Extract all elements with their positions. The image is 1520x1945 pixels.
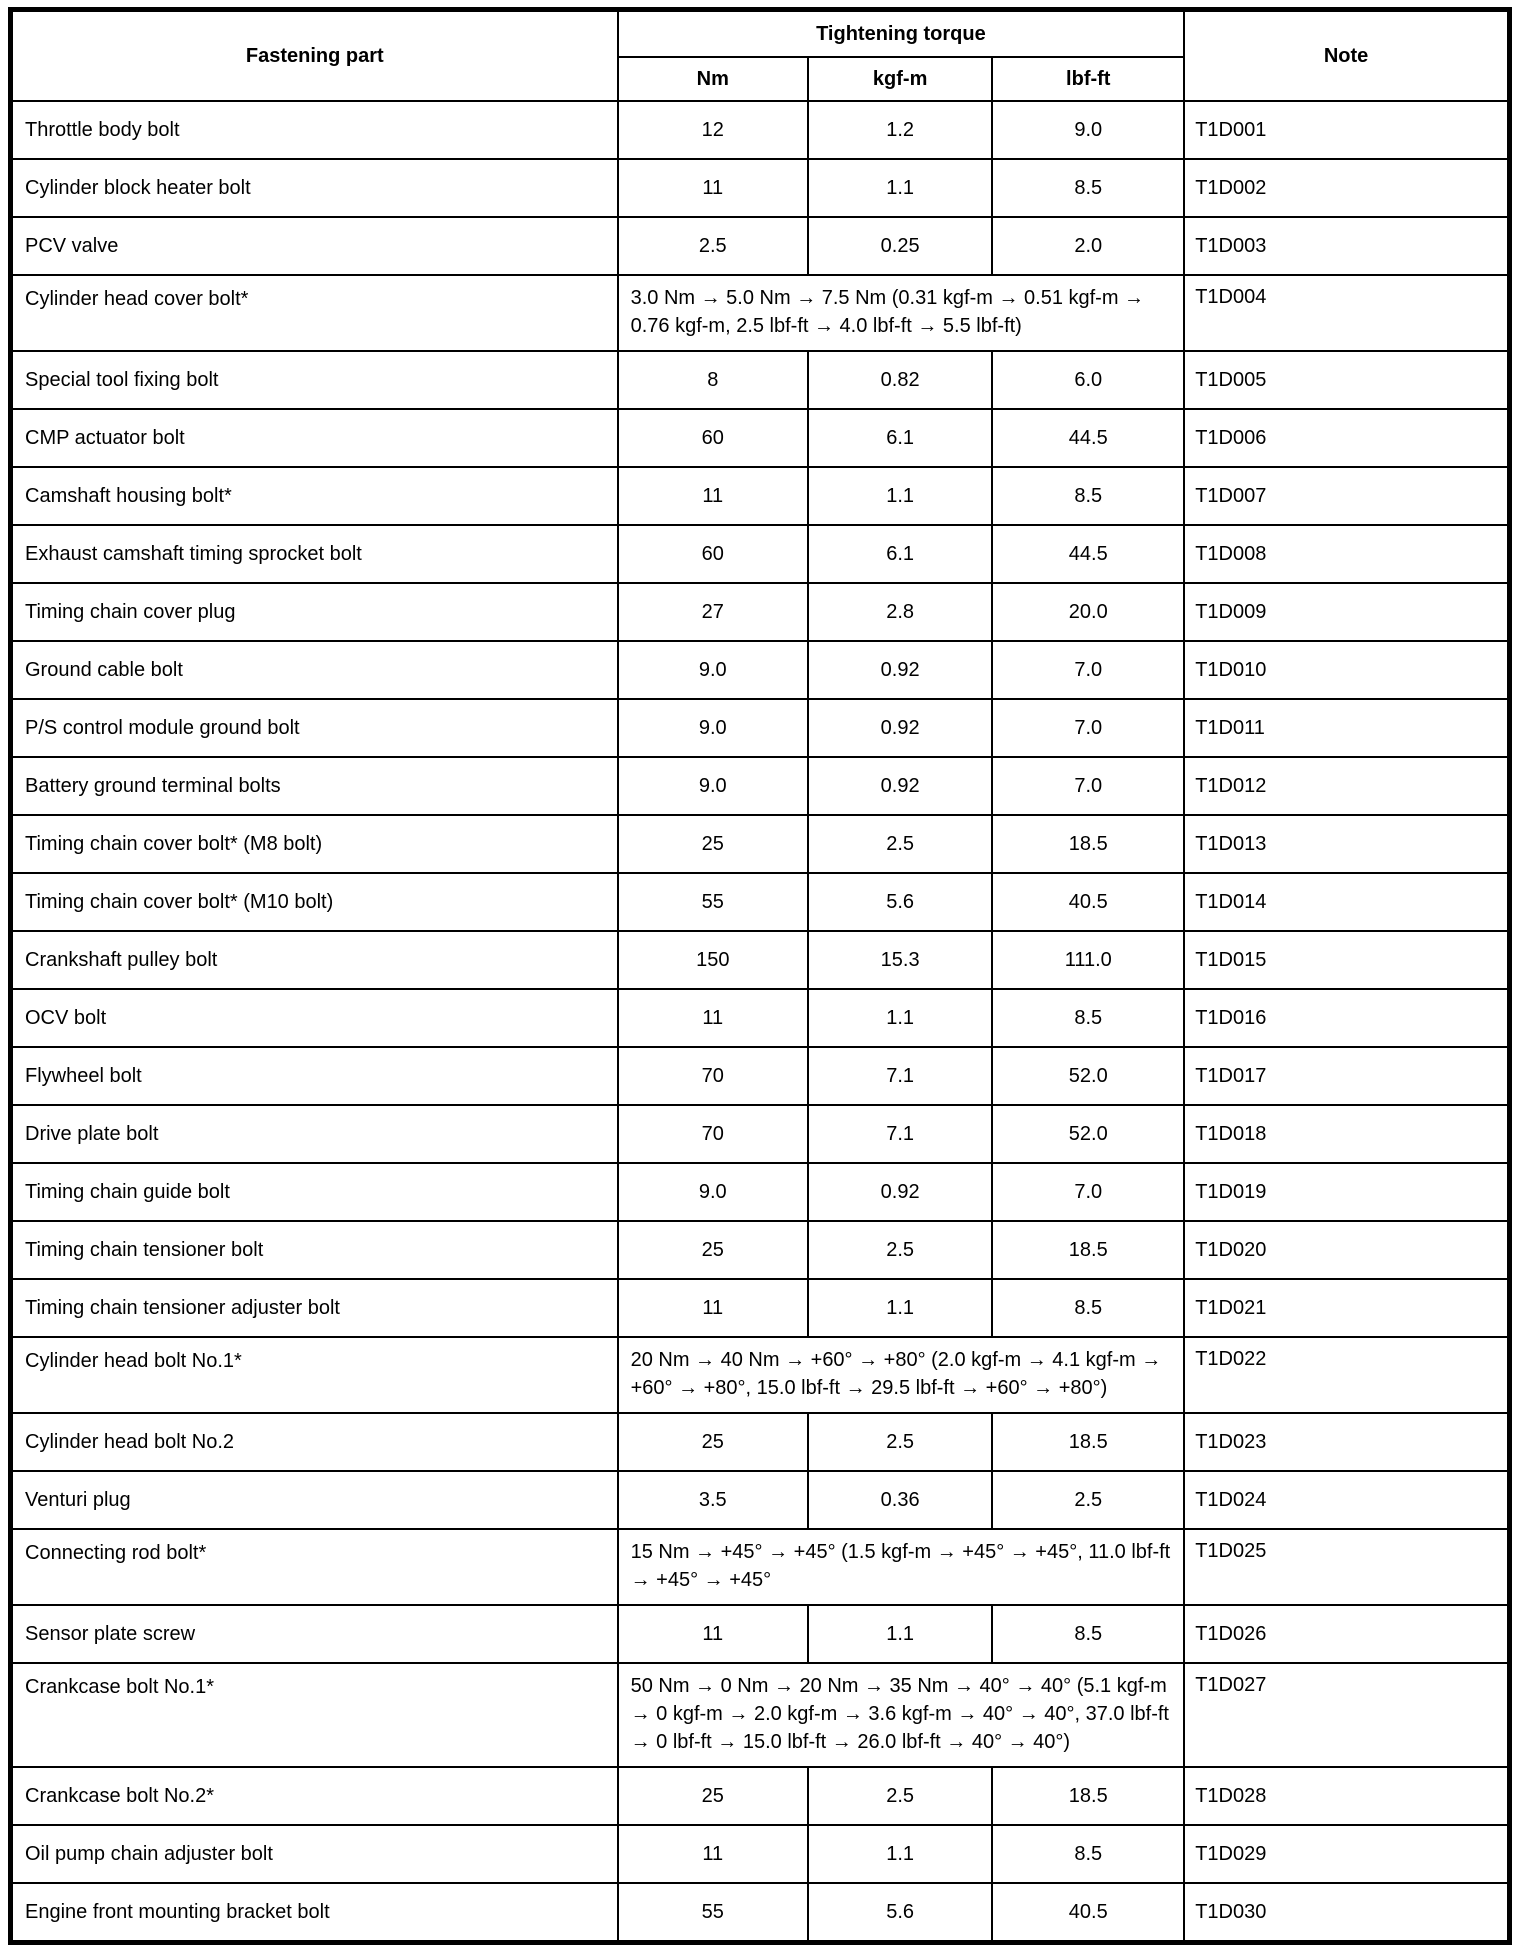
note-cell: T1D030 (1184, 1883, 1509, 1943)
part-cell: CMP actuator bolt (11, 409, 618, 467)
kgfm-value-cell: 5.6 (808, 873, 992, 931)
nm-value-cell: 60 (618, 409, 808, 467)
note-cell: T1D012 (1184, 757, 1509, 815)
note-cell: T1D002 (1184, 159, 1509, 217)
part-cell: Venturi plug (11, 1471, 618, 1529)
kgfm-value-cell: 0.92 (808, 1163, 992, 1221)
note-cell: T1D019 (1184, 1163, 1509, 1221)
note-cell: T1D014 (1184, 873, 1509, 931)
table-row (11, 1471, 1510, 1529)
lbfft-value-cell: 44.5 (992, 409, 1184, 467)
note-cell: T1D018 (1184, 1105, 1509, 1163)
lbfft-value-cell: 8.5 (992, 989, 1184, 1047)
nm-value-cell: 2.5 (618, 217, 808, 275)
part-cell: Cylinder block heater bolt (11, 159, 618, 217)
nm-value-cell: 9.0 (618, 757, 808, 815)
note-cell: T1D015 (1184, 931, 1509, 989)
table-row (11, 931, 1510, 989)
table-row (11, 467, 1510, 525)
lbfft-value-cell: 2.5 (992, 1471, 1184, 1529)
part-cell: Crankcase bolt No.2* (11, 1767, 618, 1825)
lbfft-value-cell: 7.0 (992, 699, 1184, 757)
part-cell: Sensor plate screw (11, 1605, 618, 1663)
lbfft-unit-header: lbf-ft (992, 57, 1184, 101)
nm-value-cell: 9.0 (618, 699, 808, 757)
part-cell: OCV bolt (11, 989, 618, 1047)
note-cell: T1D004 (1184, 275, 1509, 351)
lbfft-value-cell: 7.0 (992, 1163, 1184, 1221)
table-row (11, 873, 1510, 931)
note-cell: T1D024 (1184, 1471, 1509, 1529)
part-cell: Crankcase bolt No.1* (11, 1663, 618, 1767)
lbfft-value-cell: 18.5 (992, 1413, 1184, 1471)
table-row (11, 1047, 1510, 1105)
part-cell: Timing chain cover bolt* (M10 bolt) (11, 873, 618, 931)
nm-value-cell: 11 (618, 467, 808, 525)
table-row (11, 101, 1510, 159)
lbfft-value-cell: 6.0 (992, 351, 1184, 409)
kgfm-value-cell: 5.6 (808, 1883, 992, 1943)
kgfm-value-cell: 2.8 (808, 583, 992, 641)
nm-value-cell: 55 (618, 873, 808, 931)
kgfm-value-cell: 0.82 (808, 351, 992, 409)
lbfft-value-cell: 18.5 (992, 1221, 1184, 1279)
kgfm-value-cell: 2.5 (808, 1413, 992, 1471)
lbfft-value-cell: 40.5 (992, 1883, 1184, 1943)
table-row (11, 1767, 1510, 1825)
part-cell: Timing chain tensioner adjuster bolt (11, 1279, 618, 1337)
torque-sequence-cell: 15 Nm → +45° → +45° (1.5 kgf-m → +45° → +45°, 11.0 lbf-ft → +45° → +45° (618, 1529, 1185, 1605)
nm-value-cell: 11 (618, 1825, 808, 1883)
part-cell: Throttle body bolt (11, 101, 618, 159)
part-cell: Engine front mounting bracket bolt (11, 1883, 618, 1943)
kgfm-value-cell: 6.1 (808, 409, 992, 467)
note-cell: T1D029 (1184, 1825, 1509, 1883)
nm-value-cell: 27 (618, 583, 808, 641)
table-row (11, 641, 1510, 699)
nm-value-cell: 55 (618, 1883, 808, 1943)
table-row (11, 815, 1510, 873)
kgfm-value-cell: 0.36 (808, 1471, 992, 1529)
kgfm-value-cell: 2.5 (808, 1767, 992, 1825)
note-cell: T1D016 (1184, 989, 1509, 1047)
fastening-part-header: Fastening part (11, 10, 618, 102)
part-cell: Timing chain tensioner bolt (11, 1221, 618, 1279)
note-cell: T1D022 (1184, 1337, 1509, 1413)
table-row (11, 1221, 1510, 1279)
lbfft-value-cell: 8.5 (992, 1279, 1184, 1337)
part-cell: Cylinder head bolt No.2 (11, 1413, 618, 1471)
lbfft-value-cell: 52.0 (992, 1047, 1184, 1105)
kgfm-value-cell: 7.1 (808, 1047, 992, 1105)
part-cell: Ground cable bolt (11, 641, 618, 699)
nm-value-cell: 11 (618, 1279, 808, 1337)
kgfm-value-cell: 1.1 (808, 1605, 992, 1663)
tightening-torque-header: Tightening torque (618, 10, 1185, 58)
table-header (11, 10, 1510, 102)
part-cell: Special tool fixing bolt (11, 351, 618, 409)
nm-value-cell: 9.0 (618, 641, 808, 699)
nm-value-cell: 3.5 (618, 1471, 808, 1529)
part-cell: Camshaft housing bolt* (11, 467, 618, 525)
lbfft-value-cell: 8.5 (992, 1825, 1184, 1883)
lbfft-value-cell: 9.0 (992, 101, 1184, 159)
part-cell: PCV valve (11, 217, 618, 275)
lbfft-value-cell: 8.5 (992, 1605, 1184, 1663)
torque-spec-table (8, 7, 1512, 1945)
nm-value-cell: 60 (618, 525, 808, 583)
nm-unit-header: Nm (618, 57, 808, 101)
torque-sequence-cell: 50 Nm → 0 Nm → 20 Nm → 35 Nm → 40° → 40° (5.1 kgf-m → 0 kgf-m → 2.0 kgf-m → 3.6 kgf-m → 40° → 40°, 37.0 lbf-ft → 0 lbf-ft → 15.0 lbf-ft → 26.0 lbf-ft → 40° → 40°) (618, 1663, 1185, 1767)
note-cell: T1D001 (1184, 101, 1509, 159)
table-row (11, 1279, 1510, 1337)
table-row (11, 159, 1510, 217)
kgfm-value-cell: 0.92 (808, 699, 992, 757)
lbfft-value-cell: 111.0 (992, 931, 1184, 989)
table-row (11, 525, 1510, 583)
table-row (11, 275, 1510, 351)
table-row (11, 1663, 1510, 1767)
note-cell: T1D010 (1184, 641, 1509, 699)
note-cell: T1D009 (1184, 583, 1509, 641)
nm-value-cell: 9.0 (618, 1163, 808, 1221)
part-cell: Oil pump chain adjuster bolt (11, 1825, 618, 1883)
part-cell: Drive plate bolt (11, 1105, 618, 1163)
note-cell: T1D005 (1184, 351, 1509, 409)
nm-value-cell: 70 (618, 1105, 808, 1163)
part-cell: Battery ground terminal bolts (11, 757, 618, 815)
torque-sequence-cell: 3.0 Nm → 5.0 Nm → 7.5 Nm (0.31 kgf-m → 0.51 kgf-m → 0.76 kgf-m, 2.5 lbf-ft → 4.0 lbf-ft → 5.5 lbf-ft) (618, 275, 1185, 351)
note-cell: T1D028 (1184, 1767, 1509, 1825)
lbfft-value-cell: 40.5 (992, 873, 1184, 931)
kgfm-value-cell: 1.1 (808, 1825, 992, 1883)
lbfft-value-cell: 8.5 (992, 467, 1184, 525)
table-row (11, 699, 1510, 757)
table-row (11, 989, 1510, 1047)
header-row-top (11, 10, 1510, 58)
note-cell: T1D020 (1184, 1221, 1509, 1279)
table-row (11, 1883, 1510, 1943)
kgfm-unit-header: kgf-m (808, 57, 992, 101)
note-cell: T1D006 (1184, 409, 1509, 467)
kgfm-value-cell: 15.3 (808, 931, 992, 989)
part-cell: Connecting rod bolt* (11, 1529, 618, 1605)
note-cell: T1D011 (1184, 699, 1509, 757)
lbfft-value-cell: 44.5 (992, 525, 1184, 583)
part-cell: Cylinder head cover bolt* (11, 275, 618, 351)
table-body (11, 101, 1510, 1943)
table-row (11, 757, 1510, 815)
lbfft-value-cell: 20.0 (992, 583, 1184, 641)
torque-sequence-cell: 20 Nm → 40 Nm → +60° → +80° (2.0 kgf-m → 4.1 kgf-m → +60° → +80°, 15.0 lbf-ft → 29.5 lbf-ft → +60° → +80°) (618, 1337, 1185, 1413)
nm-value-cell: 12 (618, 101, 808, 159)
nm-value-cell: 150 (618, 931, 808, 989)
note-cell: T1D023 (1184, 1413, 1509, 1471)
lbfft-value-cell: 7.0 (992, 757, 1184, 815)
note-cell: T1D013 (1184, 815, 1509, 873)
part-cell: Timing chain cover bolt* (M8 bolt) (11, 815, 618, 873)
kgfm-value-cell: 1.1 (808, 467, 992, 525)
nm-value-cell: 11 (618, 989, 808, 1047)
nm-value-cell: 25 (618, 1413, 808, 1471)
kgfm-value-cell: 1.2 (808, 101, 992, 159)
note-cell: T1D003 (1184, 217, 1509, 275)
kgfm-value-cell: 0.25 (808, 217, 992, 275)
table-row (11, 583, 1510, 641)
kgfm-value-cell: 6.1 (808, 525, 992, 583)
part-cell: Flywheel bolt (11, 1047, 618, 1105)
table-row (11, 1825, 1510, 1883)
nm-value-cell: 25 (618, 1767, 808, 1825)
part-cell: Exhaust camshaft timing sprocket bolt (11, 525, 618, 583)
nm-value-cell: 70 (618, 1047, 808, 1105)
nm-value-cell: 11 (618, 1605, 808, 1663)
note-cell: T1D017 (1184, 1047, 1509, 1105)
part-cell: Timing chain guide bolt (11, 1163, 618, 1221)
nm-value-cell: 25 (618, 1221, 808, 1279)
table-row (11, 409, 1510, 467)
lbfft-value-cell: 18.5 (992, 1767, 1184, 1825)
kgfm-value-cell: 2.5 (808, 815, 992, 873)
kgfm-value-cell: 2.5 (808, 1221, 992, 1279)
kgfm-value-cell: 0.92 (808, 641, 992, 699)
note-cell: T1D025 (1184, 1529, 1509, 1605)
note-cell: T1D027 (1184, 1663, 1509, 1767)
note-header: Note (1184, 10, 1509, 102)
table-row (11, 1413, 1510, 1471)
table-row (11, 351, 1510, 409)
note-cell: T1D008 (1184, 525, 1509, 583)
table-row (11, 1529, 1510, 1605)
nm-value-cell: 8 (618, 351, 808, 409)
table-row (11, 1105, 1510, 1163)
nm-value-cell: 25 (618, 815, 808, 873)
nm-value-cell: 11 (618, 159, 808, 217)
kgfm-value-cell: 1.1 (808, 159, 992, 217)
kgfm-value-cell: 1.1 (808, 989, 992, 1047)
table-row (11, 1337, 1510, 1413)
lbfft-value-cell: 52.0 (992, 1105, 1184, 1163)
table-row (11, 1163, 1510, 1221)
kgfm-value-cell: 7.1 (808, 1105, 992, 1163)
part-cell: Timing chain cover plug (11, 583, 618, 641)
lbfft-value-cell: 2.0 (992, 217, 1184, 275)
part-cell: Crankshaft pulley bolt (11, 931, 618, 989)
table-row (11, 217, 1510, 275)
note-cell: T1D021 (1184, 1279, 1509, 1337)
lbfft-value-cell: 8.5 (992, 159, 1184, 217)
kgfm-value-cell: 0.92 (808, 757, 992, 815)
note-cell: T1D026 (1184, 1605, 1509, 1663)
note-cell: T1D007 (1184, 467, 1509, 525)
part-cell: P/S control module ground bolt (11, 699, 618, 757)
kgfm-value-cell: 1.1 (808, 1279, 992, 1337)
lbfft-value-cell: 18.5 (992, 815, 1184, 873)
table-row (11, 1605, 1510, 1663)
part-cell: Cylinder head bolt No.1* (11, 1337, 618, 1413)
lbfft-value-cell: 7.0 (992, 641, 1184, 699)
